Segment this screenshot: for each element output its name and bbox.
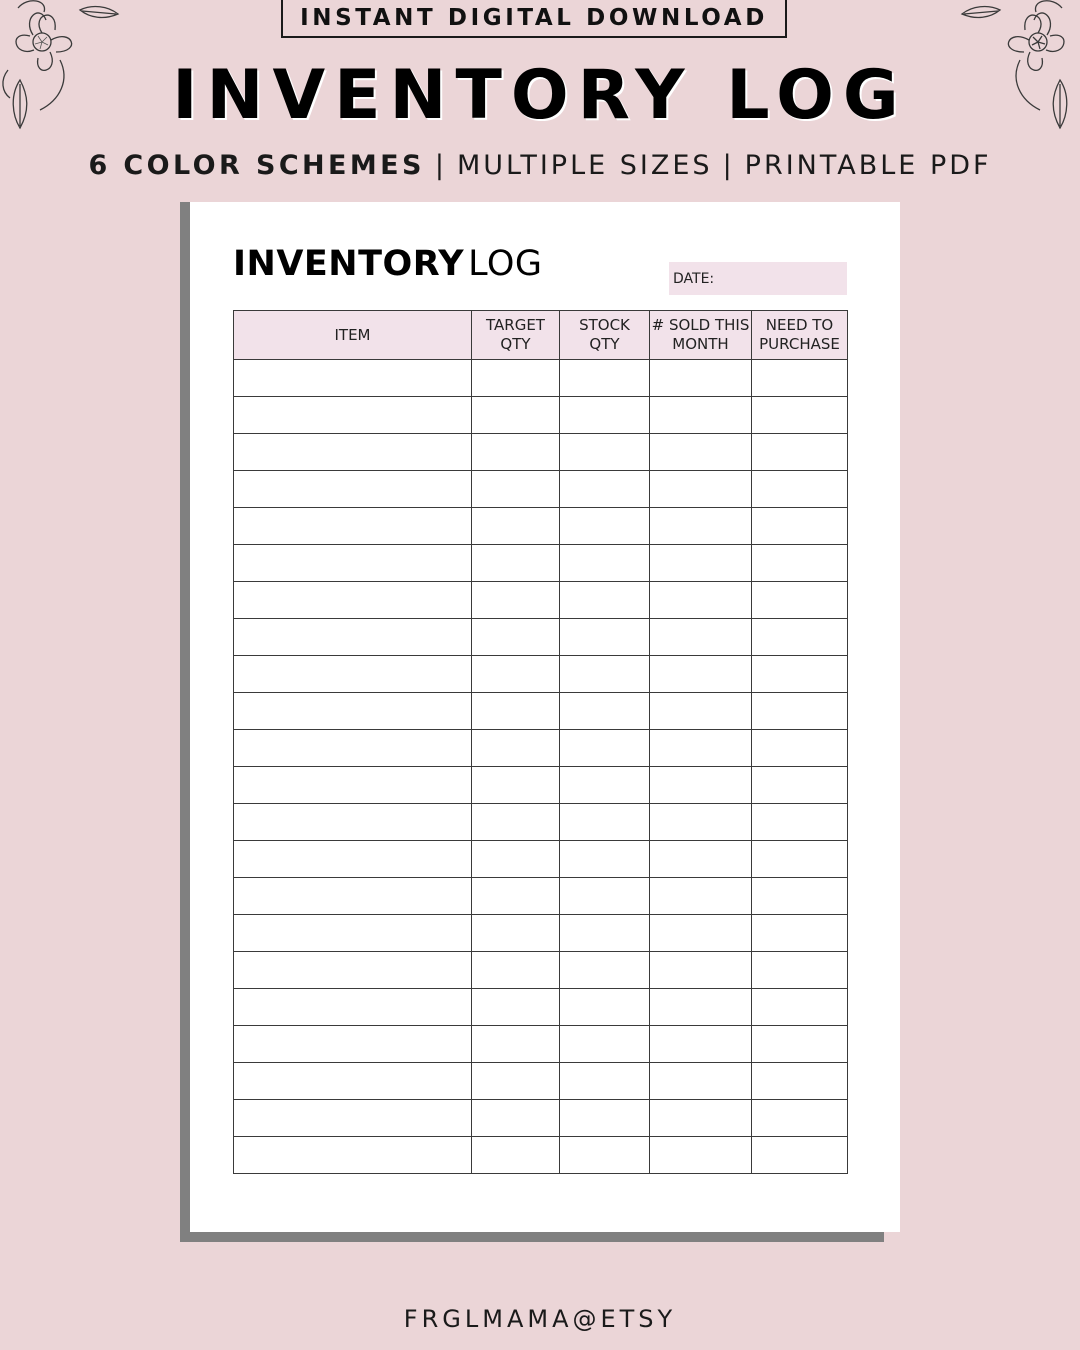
table-cell: [234, 397, 472, 434]
table-row: [234, 767, 848, 804]
table-cell: [650, 1137, 752, 1174]
table-cell: [752, 989, 848, 1026]
table-cell: [234, 878, 472, 915]
table-cell: [650, 434, 752, 471]
table-cell: [752, 878, 848, 915]
shop-credit: FRGLMAMA@ETSY: [403, 1305, 677, 1333]
table-cell: [752, 1063, 848, 1100]
table-cell: [650, 508, 752, 545]
table-cell: [234, 508, 472, 545]
table-cell: [752, 656, 848, 693]
table-cell: [472, 1063, 560, 1100]
table-cell: [234, 841, 472, 878]
table-cell: [752, 1100, 848, 1137]
table-cell: [752, 471, 848, 508]
feature-line: [0, 150, 1080, 181]
table-cell: [560, 878, 650, 915]
table-cell: [234, 545, 472, 582]
table-cell: [752, 582, 848, 619]
table-cell: [650, 397, 752, 434]
table-cell: [472, 693, 560, 730]
table-cell: [752, 841, 848, 878]
table-cell: [472, 1026, 560, 1063]
table-cell: [752, 730, 848, 767]
table-cell: [560, 1026, 650, 1063]
table-cell: [752, 397, 848, 434]
table-cell: [234, 693, 472, 730]
table-cell: [752, 545, 848, 582]
table-cell: [472, 915, 560, 952]
table-cell: [234, 804, 472, 841]
table-cell: [234, 989, 472, 1026]
table-cell: [650, 989, 752, 1026]
table-row: [234, 619, 848, 656]
table-cell: [234, 471, 472, 508]
table-row: [234, 841, 848, 878]
sheet-title-bold: INVENTORY: [233, 244, 465, 284]
table-cell: [560, 952, 650, 989]
table-cell: [752, 693, 848, 730]
table-row: [234, 730, 848, 767]
table-cell: [234, 360, 472, 397]
table-cell: [752, 508, 848, 545]
column-header-stock-qty: STOCK QTY: [560, 311, 650, 360]
table-row: [234, 693, 848, 730]
table-cell: [560, 730, 650, 767]
table-cell: [650, 582, 752, 619]
table-cell: [234, 582, 472, 619]
table-row: [234, 952, 848, 989]
table-cell: [650, 952, 752, 989]
table-cell: [560, 360, 650, 397]
column-header-target-qty: TARGET QTY: [472, 311, 560, 360]
inventory-table: [233, 310, 848, 1174]
banner-label: INSTANT DIGITAL DOWNLOAD: [300, 5, 768, 31]
table-cell: [234, 1100, 472, 1137]
table-cell: [650, 730, 752, 767]
table-cell: [752, 1137, 848, 1174]
table-cell: [650, 1100, 752, 1137]
table-row: [234, 545, 848, 582]
table-cell: [234, 1026, 472, 1063]
table-row: [234, 1100, 848, 1137]
feature-color-schemes: 6 COLOR SCHEMES: [88, 150, 425, 181]
date-field: [669, 262, 847, 295]
table-cell: [752, 360, 848, 397]
table-cell: [472, 767, 560, 804]
table-cell: [752, 1026, 848, 1063]
table-cell: [234, 730, 472, 767]
table-cell: [234, 915, 472, 952]
separator: |: [722, 150, 735, 181]
table-row: [234, 915, 848, 952]
table-cell: [472, 989, 560, 1026]
table-cell: [560, 582, 650, 619]
sheet-title: [233, 244, 543, 284]
page-title: INVENTORY LOG: [172, 56, 908, 135]
table-row: [234, 1026, 848, 1063]
feature-printable-pdf: PRINTABLE PDF: [744, 150, 992, 181]
table-cell: [650, 1063, 752, 1100]
table-cell: [234, 952, 472, 989]
table-row: [234, 804, 848, 841]
table-cell: [752, 952, 848, 989]
table-cell: [752, 804, 848, 841]
table-cell: [560, 397, 650, 434]
table-cell: [752, 434, 848, 471]
table-row: [234, 397, 848, 434]
table-cell: [560, 1100, 650, 1137]
table-cell: [234, 434, 472, 471]
table-cell: [560, 989, 650, 1026]
table-cell: [472, 619, 560, 656]
feature-multiple-sizes: MULTIPLE SIZES: [456, 150, 713, 181]
table-row: [234, 989, 848, 1026]
table-cell: [234, 619, 472, 656]
table-cell: [560, 841, 650, 878]
table-cell: [650, 1026, 752, 1063]
table-cell: [560, 545, 650, 582]
column-header-item: ITEM: [234, 311, 472, 360]
table-cell: [560, 915, 650, 952]
table-cell: [472, 360, 560, 397]
table-cell: [650, 471, 752, 508]
table-row: [234, 1063, 848, 1100]
separator: |: [434, 150, 447, 181]
table-cell: [650, 360, 752, 397]
table-cell: [752, 915, 848, 952]
table-cell: [472, 508, 560, 545]
table-row: [234, 360, 848, 397]
table-cell: [560, 693, 650, 730]
table-row: [234, 878, 848, 915]
table-cell: [650, 767, 752, 804]
table-cell: [472, 397, 560, 434]
table-row: [234, 656, 848, 693]
table-cell: [234, 656, 472, 693]
table-cell: [472, 730, 560, 767]
table-cell: [234, 1063, 472, 1100]
table-row: [234, 508, 848, 545]
table-cell: [472, 545, 560, 582]
table-cell: [472, 1100, 560, 1137]
table-cell: [472, 952, 560, 989]
table-cell: [752, 619, 848, 656]
instant-download-banner: [281, 0, 787, 38]
table-cell: [560, 1137, 650, 1174]
table-cell: [650, 545, 752, 582]
column-header-sold-this-month: # SOLD THIS MONTH: [650, 311, 752, 360]
column-header-need-to-purchase: NEED TO PURCHASE: [752, 311, 848, 360]
table-cell: [234, 1137, 472, 1174]
printable-sheet: [190, 202, 900, 1232]
table-row: [234, 471, 848, 508]
table-cell: [560, 1063, 650, 1100]
table-cell: [560, 656, 650, 693]
table-cell: [650, 804, 752, 841]
table-cell: [560, 619, 650, 656]
table-cell: [752, 767, 848, 804]
table-row: [234, 582, 848, 619]
table-cell: [560, 434, 650, 471]
table-body: [234, 360, 848, 1174]
table-cell: [560, 804, 650, 841]
table-cell: [234, 767, 472, 804]
table-cell: [472, 582, 560, 619]
table-cell: [650, 693, 752, 730]
table-cell: [472, 878, 560, 915]
table-header-row: [234, 311, 848, 360]
table-cell: [472, 804, 560, 841]
table-cell: [472, 471, 560, 508]
table-cell: [472, 434, 560, 471]
table-cell: [472, 1137, 560, 1174]
table-row: [234, 1137, 848, 1174]
table-row: [234, 434, 848, 471]
table-cell: [560, 508, 650, 545]
table-cell: [650, 619, 752, 656]
table-cell: [650, 915, 752, 952]
table-cell: [472, 841, 560, 878]
date-label: DATE:: [673, 270, 715, 287]
sheet-title-light: LOG: [468, 244, 543, 284]
table-cell: [650, 841, 752, 878]
table-cell: [650, 656, 752, 693]
table-cell: [560, 471, 650, 508]
table-cell: [472, 656, 560, 693]
table-cell: [650, 878, 752, 915]
table-cell: [560, 767, 650, 804]
